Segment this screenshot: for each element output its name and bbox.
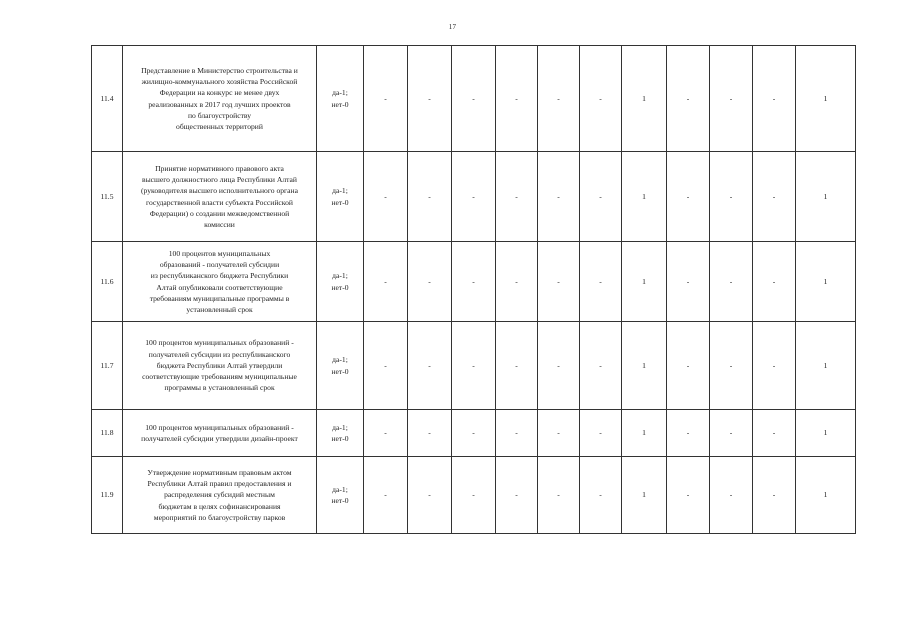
value-cell: -	[364, 46, 408, 152]
value-cell: -	[408, 322, 452, 410]
unit-line: нет-0	[331, 282, 349, 292]
value-cell: -	[710, 242, 753, 322]
value-cell: 1	[796, 322, 856, 410]
row-description	[123, 322, 317, 410]
value-cell: -	[452, 410, 496, 457]
value-cell: -	[753, 322, 796, 410]
value-cell: -	[364, 322, 408, 410]
unit-line: да-1;	[332, 271, 348, 281]
value-cell: -	[364, 242, 408, 322]
value-cell: -	[753, 46, 796, 152]
value-cell: -	[496, 46, 538, 152]
value-cell: 1	[796, 46, 856, 152]
value-cell: 1	[796, 457, 856, 534]
row-description	[123, 457, 317, 534]
row-description	[123, 410, 317, 457]
value-cell: -	[452, 457, 496, 534]
value-cell: -	[580, 242, 622, 322]
row-number: 11.5	[92, 152, 123, 242]
value-cell: -	[667, 242, 710, 322]
description-line: Федерации) о создании межведомственной	[149, 208, 290, 218]
value-cell: -	[538, 457, 580, 534]
description-line: Утверждение нормативным правовым актом	[147, 467, 292, 477]
row-number: 11.8	[92, 410, 123, 457]
value-cell: -	[667, 457, 710, 534]
value-cell: -	[710, 322, 753, 410]
value-cell: -	[538, 46, 580, 152]
row-description	[123, 242, 317, 322]
unit-line: да-1;	[332, 422, 348, 432]
description-line: программы в установленный срок	[164, 383, 275, 393]
row-unit	[317, 410, 364, 457]
value-cell: -	[496, 322, 538, 410]
value-cell: 1	[622, 457, 667, 534]
value-cell: -	[538, 152, 580, 242]
page-number: 17	[448, 23, 457, 31]
value-cell: -	[753, 152, 796, 242]
description-line: получателей субсидии утвердили дизайн-проект	[141, 434, 298, 443]
row-unit	[317, 457, 364, 534]
value-cell: -	[496, 410, 538, 457]
description-line: мероприятий по благоустройству парков	[153, 512, 286, 522]
value-cell: -	[452, 322, 496, 410]
row-unit	[317, 152, 364, 242]
value-cell: 1	[622, 322, 667, 410]
value-cell: 1	[796, 152, 856, 242]
description-line: Алтай опубликовали соответствующие	[156, 282, 283, 292]
row-number: 11.6	[92, 242, 123, 322]
row-number: 11.7	[92, 322, 123, 410]
value-cell: -	[496, 457, 538, 534]
description-line: (руководителя высшего исполнительного органа	[141, 186, 298, 196]
value-cell: -	[364, 410, 408, 457]
value-cell: 1	[622, 242, 667, 322]
value-cell: -	[364, 457, 408, 534]
unit-line: нет-0	[331, 366, 349, 376]
unit-line: нет-0	[331, 434, 349, 443]
row-description	[123, 152, 317, 242]
unit-line: да-1;	[332, 88, 348, 98]
row-number: 11.9	[92, 457, 123, 534]
value-cell: 1	[622, 410, 667, 457]
description-line: требованиям муниципальные программы в	[149, 293, 290, 303]
value-cell: -	[667, 410, 710, 457]
description-line: бюджетам в целях софинансирования	[158, 501, 281, 511]
unit-line: нет-0	[331, 496, 349, 505]
value-cell: -	[753, 457, 796, 534]
description-line: бюджета Республики Алтай утвердили	[156, 360, 283, 370]
unit-line: да-1;	[332, 484, 348, 494]
row-unit	[317, 242, 364, 322]
value-cell: -	[580, 46, 622, 152]
value-cell: -	[496, 242, 538, 322]
value-cell: -	[580, 457, 622, 534]
description-line: образований - получателей субсидии	[159, 260, 280, 270]
description-line: распределения субсидий местным	[164, 490, 275, 500]
description-line: из республиканского бюджета Республики	[150, 271, 289, 281]
value-cell: -	[753, 410, 796, 457]
table-body	[92, 46, 856, 534]
value-cell: -	[364, 152, 408, 242]
value-cell: -	[408, 410, 452, 457]
value-cell: -	[538, 242, 580, 322]
value-cell: -	[408, 457, 452, 534]
value-cell: -	[408, 242, 452, 322]
description-line: общественных территорий	[176, 121, 263, 131]
value-cell: -	[452, 46, 496, 152]
value-cell: -	[408, 46, 452, 152]
description-line: 100 процентов муниципальных образований -	[145, 338, 294, 348]
value-cell: -	[710, 46, 753, 152]
table-row	[92, 410, 856, 457]
description-line: 100 процентов муниципальных образований -	[145, 422, 294, 432]
row-unit	[317, 322, 364, 410]
value-cell: -	[538, 322, 580, 410]
value-cell: -	[667, 152, 710, 242]
value-cell: -	[496, 152, 538, 242]
description-line: государственной власти субъекта Российской	[146, 197, 293, 207]
description-line: Федерации на конкурс не менее двух	[159, 88, 280, 98]
row-description	[123, 46, 317, 152]
row-unit	[317, 46, 364, 152]
description-line: 100 процентов муниципальных	[168, 248, 271, 258]
table-row	[92, 242, 856, 322]
unit-line: нет-0	[331, 197, 349, 207]
description-line: комиссии	[204, 219, 235, 229]
description-line: по благоустройству	[187, 110, 252, 120]
value-cell: -	[580, 410, 622, 457]
value-cell: 1	[622, 46, 667, 152]
value-cell: -	[710, 457, 753, 534]
description-line: Представление в Министерство строительства и	[141, 65, 298, 75]
unit-line: да-1;	[332, 355, 348, 365]
table-row	[92, 457, 856, 534]
description-line: Республики Алтай правил предоставления и	[147, 479, 292, 489]
value-cell: 1	[622, 152, 667, 242]
unit-line: нет-0	[331, 99, 349, 109]
row-number: 11.4	[92, 46, 123, 152]
value-cell: -	[710, 410, 753, 457]
value-cell: 1	[796, 410, 856, 457]
value-cell: -	[710, 152, 753, 242]
description-line: реализованных в 2017 год лучших проектов	[148, 99, 291, 109]
value-cell: -	[408, 152, 452, 242]
table-row	[92, 152, 856, 242]
description-line: жилищно-коммунального хозяйства Российской	[141, 77, 298, 87]
value-cell: -	[580, 322, 622, 410]
value-cell: -	[580, 152, 622, 242]
value-cell: -	[753, 242, 796, 322]
description-line: получателей субсидии из республиканского	[148, 349, 291, 359]
table-row	[92, 322, 856, 410]
description-line: Принятие нормативного правового акта	[155, 163, 284, 173]
value-cell: -	[452, 152, 496, 242]
description-line: соответствующие требованиям муниципальные	[142, 372, 297, 382]
indicators-table	[91, 45, 856, 534]
value-cell: -	[452, 242, 496, 322]
value-cell: 1	[796, 242, 856, 322]
table-row	[92, 46, 856, 152]
description-line: высшего должностного лица Республики Алтай	[141, 175, 297, 185]
unit-line: да-1;	[332, 186, 348, 196]
value-cell: -	[667, 322, 710, 410]
value-cell: -	[667, 46, 710, 152]
value-cell: -	[538, 410, 580, 457]
description-line: установленный срок	[186, 304, 253, 314]
